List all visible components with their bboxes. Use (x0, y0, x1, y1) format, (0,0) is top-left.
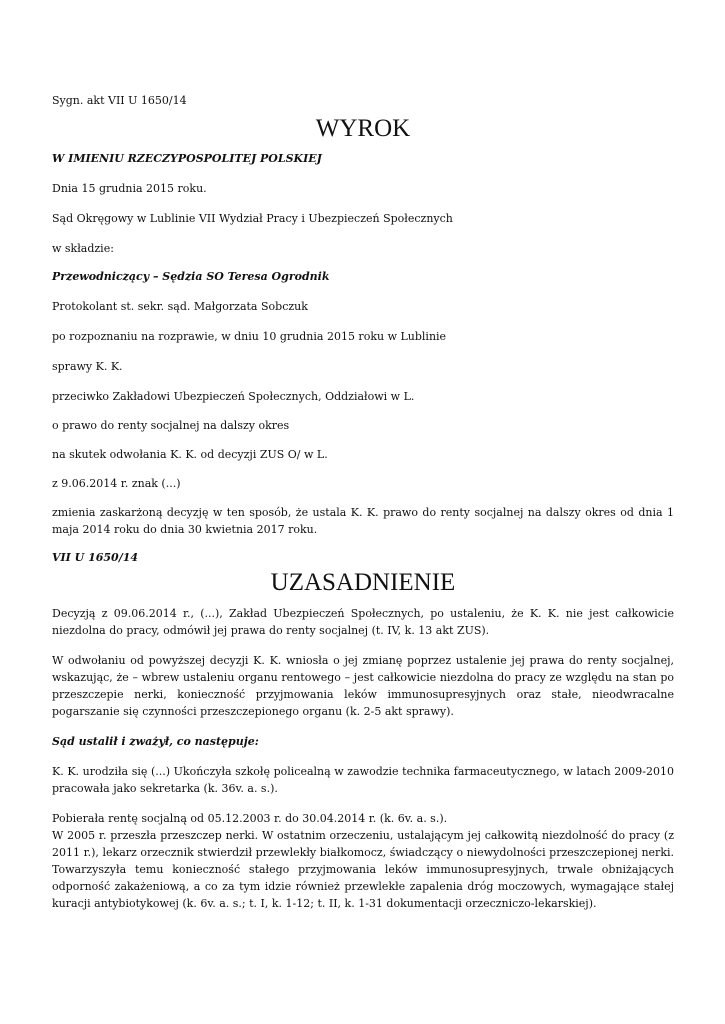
case-party: sprawy K. K. (52, 360, 123, 373)
case-subject: o prawo do renty socjalnej na dalszy okres (52, 419, 290, 432)
defendant: przeciwko Zakładowi Ubezpieczeń Społecznych, Oddziałowi w L. (52, 390, 415, 403)
justification-para-2: W odwołaniu od powyższej decyzji K. K. wniosła o jej zmianę poprzez ustalenie jej prawa do renty socjalnej, wskazując, że – wbrew ustaleniu organu rentowego – jest całkowicie niezdolna do pracy ze względu na stan po przeszczepie nerki, konieczność przyjmowania leków immunosupresyjnych oraz stałe, nieodwracalne pogarszanie się czynności przeszczepionego organu (k. 2-5 akt sprawy). (52, 654, 674, 718)
ruling-text: zmienia zaskarżoną decyzję w ten sposób, że ustala K. K. prawo do renty socjalnej na dalszy okres od dnia 1 maja 2014 roku do dnia 30 kwietnia 2017 roku. (52, 506, 674, 536)
in-name-of-republic: W IMIENIU RZECZYPOSPOLITEJ POLSKIEJ (52, 152, 322, 165)
hearing-info: po rozpoznaniu na rozprawie, w dniu 10 grudnia 2015 roku w Lublinie (52, 330, 447, 343)
findings-heading: Sąd ustalił i zważył, co następuje: (52, 735, 259, 748)
justification-para-1: Decyzją z 09.06.2014 r., (...), Zakład Ubezpieczeń Społecznych, po ustaleniu, że K. K. nie jest całkowicie niezdolna do pracy, odmówił jej prawa do renty socjalnej (t. IV, k. 13 akt ZUS). (52, 607, 674, 637)
court-clerk: Protokolant st. sekr. sąd. Małgorzata Sobczuk (52, 300, 308, 313)
justification-para-3: K. K. urodziła się (...) Ukończyła szkołę policealną w zawodzie technika farmaceutycznego, w latach 2009-2010 pracowała jako sekretarka (k. 36v. a. s.). (52, 765, 674, 795)
court-name: Sąd Okręgowy w Lublinie VII Wydział Pracy i Ubezpieczeń Społecznych (52, 212, 453, 225)
ruling-date: Dnia 15 grudnia 2015 roku. (52, 182, 207, 195)
composition-label: w składzie: (52, 242, 114, 255)
appeal-info: na skutek odwołania K. K. od decyzji ZUS O/ w L. (52, 448, 328, 461)
document-title: WYROK (315, 115, 411, 142)
justification-para-4a: Pobierała rentę socjalną od 05.12.2003 r. do 30.04.2014 r. (k. 6v. a. s.). (52, 812, 448, 825)
justification-title: UZASADNIENIE (270, 569, 456, 596)
case-number-2: VII U 1650/14 (52, 551, 139, 564)
presiding-judge: Przewodniczący – Sędzia SO Teresa Ogrodnik (52, 270, 330, 283)
justification-para-4b: W 2005 r. przeszła przeszczep nerki. W ostatnim orzeczeniu, ustalającym jej całkowitą niezdolność do pracy (z 2011 r.), lekarz orzecznik stwierdził przewlekły białkomocz, świadczący o niewydolności przeszczepionej nerki. Towarzyszyła temu konieczność stałego przyjmowania leków immunosupresyjnych, trwale obniżających odporność zakażeniową, a co za tym idzie również przewlekłe zapalenia dróg moczowych, wymagające stałej kuracji antybiotykowej (k. 6v. a. s.; t. I, k. 1-12; t. II, k. 1-31 dokumentacji orzeczniczo-lekarskiej). (52, 829, 674, 910)
case-number: Sygn. akt VII U 1650/14 (52, 94, 187, 107)
decision-date: z 9.06.2014 r. znak (...) (52, 477, 181, 490)
